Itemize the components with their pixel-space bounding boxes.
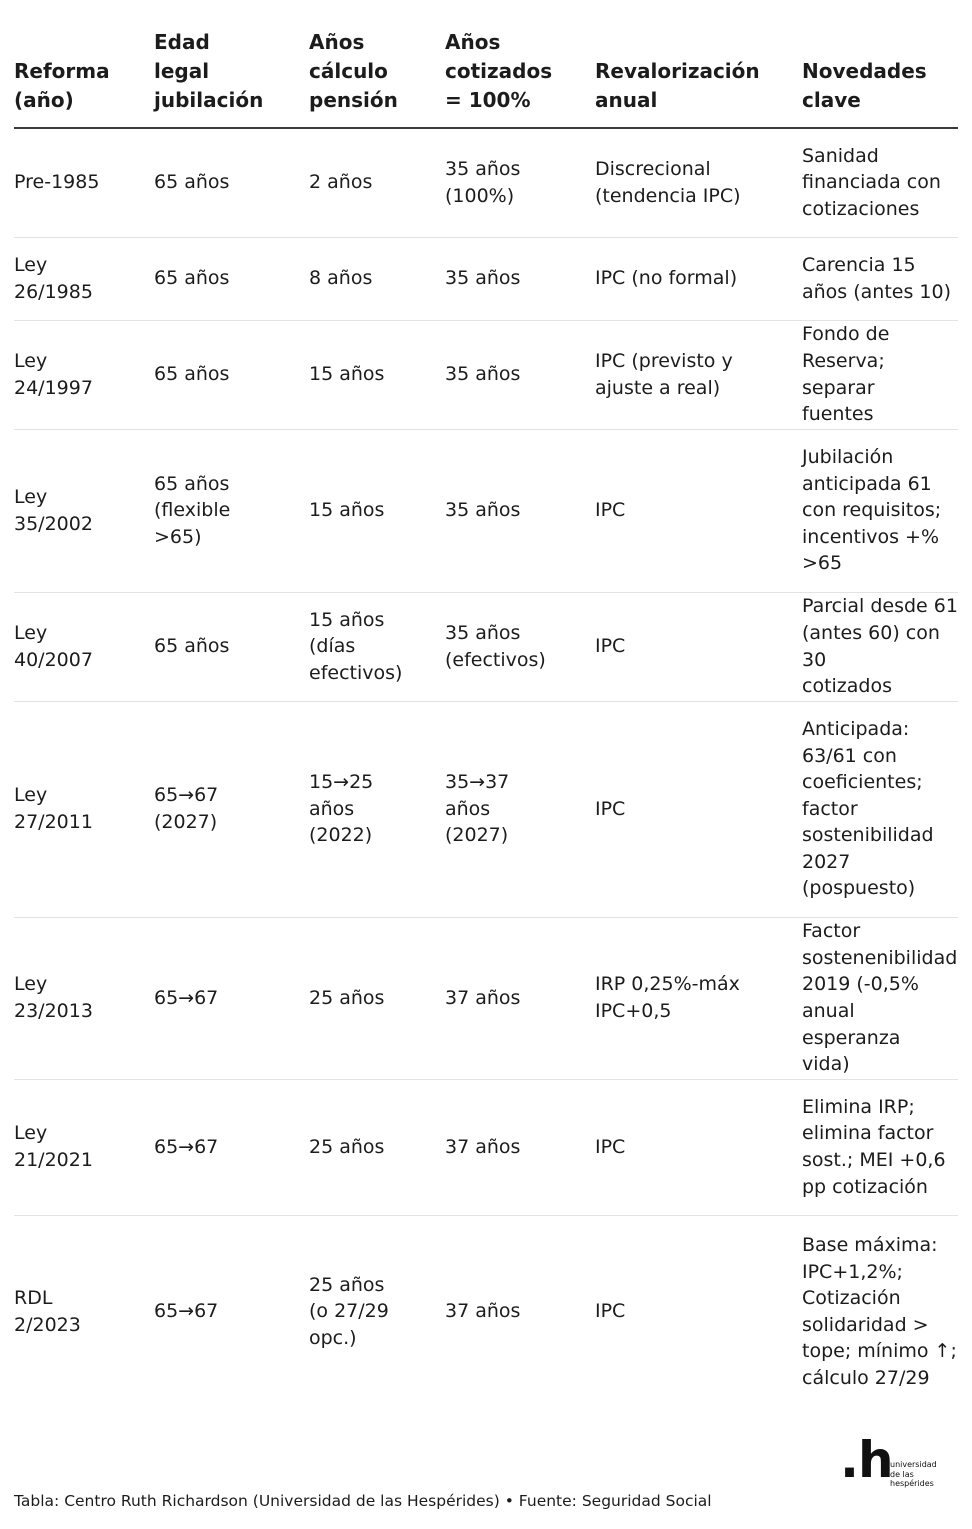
cell-cotizados: 35 años (445, 320, 595, 429)
cell-calculo: 15 años (días efectivos) (309, 592, 445, 701)
cell-calculo: 15→25 años (2022) (309, 701, 445, 917)
cell-edad: 65 años (flexible >65) (154, 429, 309, 592)
cell-edad: 65→67 (2027) (154, 701, 309, 917)
cell-novedades: Factor sostenenibilidad 2019 (-0,5% anual esperanza vida) (802, 917, 958, 1079)
cell-reforma: Ley 26/1985 (14, 237, 154, 320)
cell-revalorizacion: IPC (595, 592, 802, 701)
cell-revalorizacion: IPC (595, 1079, 802, 1215)
table-row (14, 592, 958, 701)
cell-cotizados: 35 años (445, 237, 595, 320)
cell-novedades: Elimina IRP; elimina factor sost.; MEI +0,6 pp cotización (802, 1079, 958, 1215)
cell-reforma: Ley 35/2002 (14, 429, 154, 592)
cell-calculo: 2 años (309, 128, 445, 237)
cell-edad: 65→67 (154, 1079, 309, 1215)
cell-novedades: Jubilación anticipada 61 con requisitos; incentivos +% >65 (802, 429, 958, 592)
cell-reforma: Ley 27/2011 (14, 701, 154, 917)
university-logo (840, 1431, 960, 1494)
table-row (14, 917, 958, 1079)
table-row (14, 701, 958, 917)
cell-novedades: Fondo de Reserva; separar fuentes (802, 320, 958, 429)
header-reforma: Reforma (año) (14, 20, 154, 128)
cell-novedades: Anticipada: 63/61 con coeficientes; factor sostenibilidad 2027 (pospuesto) (802, 701, 958, 917)
cell-calculo: 15 años (309, 320, 445, 429)
cell-calculo: 25 años (309, 917, 445, 1079)
header-novedades: Novedades clave (802, 20, 958, 128)
cell-reforma: RDL 2/2023 (14, 1287, 81, 1336)
cell-novedades: Base máxima: IPC+1,2%; Cotización solidaridad > tope; mínimo ↑; cálculo 27/29 (802, 1233, 957, 1389)
cell-edad: 65→67 (154, 917, 309, 1079)
logo-text: universidad de las hespérides (890, 1460, 937, 1488)
header-revalorizacion: Revalorización anual (595, 20, 802, 128)
cell-revalorizacion: IRP 0,25%-máx IPC+0,5 (595, 917, 802, 1079)
cell-edad: 65→67 (154, 1300, 219, 1323)
cell-novedades: Parcial desde 61 (antes 60) con 30 cotizados (802, 592, 958, 701)
table-row (14, 320, 958, 429)
cell-revalorizacion: Discrecional (tendencia IPC) (595, 128, 802, 237)
cell-cotizados: 35→37 años (2027) (445, 701, 595, 917)
table-row (14, 429, 958, 592)
cell-cotizados: 35 años (100%) (445, 128, 595, 237)
table-row (14, 1215, 958, 1408)
cell-edad: 65 años (154, 128, 309, 237)
cell-reforma: Ley 24/1997 (14, 320, 154, 429)
logo-mark: .h (840, 1431, 893, 1489)
cell-reforma: Ley 23/2013 (14, 917, 154, 1079)
header-anos-cotizados: Años cotizados = 100% (445, 20, 595, 128)
cell-revalorizacion: IPC (no formal) (595, 237, 802, 320)
cell-novedades: Sanidad financiada con cotizaciones (802, 128, 958, 237)
pension-reforms-table (14, 20, 958, 1408)
cell-revalorizacion: IPC (595, 429, 802, 592)
cell-novedades: Carencia 15 años (antes 10) (802, 237, 958, 320)
header-edad-legal: Edad legal jubilación (154, 20, 309, 128)
cell-calculo: 15 años (309, 429, 445, 592)
table-header-row (14, 20, 958, 128)
cell-calculo: 8 años (309, 237, 445, 320)
cell-calculo: 25 años (309, 1079, 445, 1215)
cell-revalorizacion: IPC (595, 701, 802, 917)
cell-revalorizacion: IPC (595, 1300, 626, 1323)
cell-calculo: 25 años (o 27/29 opc.) (309, 1273, 389, 1350)
cell-edad: 65 años (154, 320, 309, 429)
table-row (14, 128, 958, 237)
cell-cotizados: 37 años (445, 1300, 521, 1323)
cell-edad: 65 años (154, 592, 309, 701)
cell-reforma: Ley 21/2021 (14, 1079, 154, 1215)
cell-revalorizacion: IPC (previsto y ajuste a real) (595, 320, 802, 429)
cell-reforma: Pre-1985 (14, 128, 154, 237)
source-footer: Tabla: Centro Ruth Richardson (Universidad de las Hespérides) • Fuente: Seguridad Social (14, 1492, 712, 1510)
table-row (14, 1079, 958, 1215)
cell-cotizados: 35 años (efectivos) (445, 592, 595, 701)
table-row (14, 237, 958, 320)
cell-edad: 65 años (154, 237, 309, 320)
cell-cotizados: 37 años (445, 1079, 595, 1215)
cell-reforma: Ley 40/2007 (14, 592, 154, 701)
header-anos-calculo: Años cálculo pensión (309, 20, 445, 128)
cell-cotizados: 35 años (445, 429, 595, 592)
cell-cotizados: 37 años (445, 917, 595, 1079)
